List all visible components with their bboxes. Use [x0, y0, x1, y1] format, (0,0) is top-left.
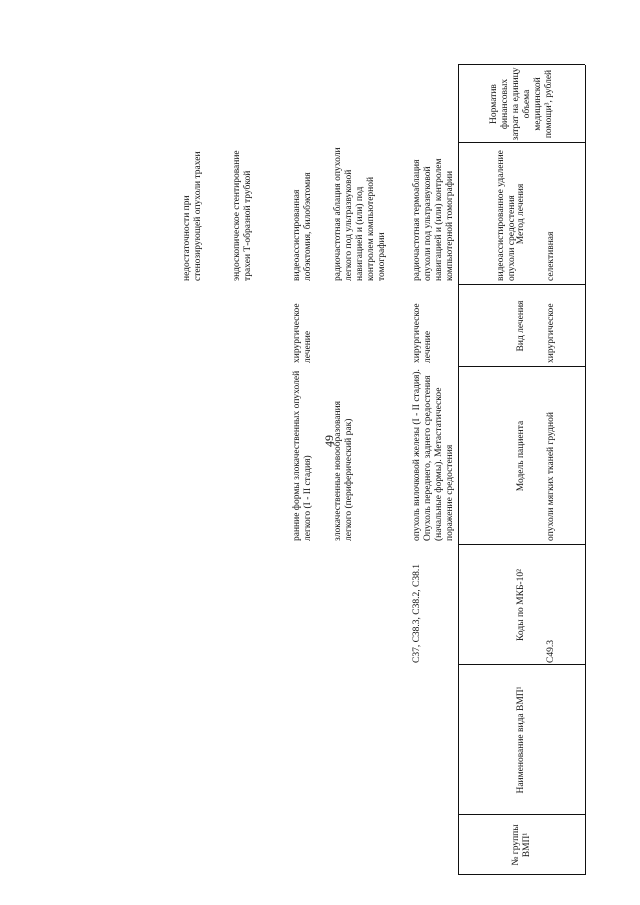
- method-cell: радиочастотная термоаблация опухоли под ультразвуковой навигацией и (или) контролем компьютерной томографии: [412, 158, 455, 281]
- treatment-type-cell: хирургическое лечение: [412, 303, 433, 363]
- col-divider: [458, 366, 585, 367]
- method-cell: селективная: [546, 231, 556, 281]
- col-divider: [458, 544, 585, 545]
- header-left-border: [458, 874, 585, 875]
- method-cell: видеоассистированное удаление опухоли средостения: [496, 150, 517, 281]
- patient-model-cell: опухоли мягких тканей грудной: [546, 412, 556, 541]
- method-cell: радиочастотная аблация опухоли легкого под ультразвуковой навигацией и (или) под контролем компьютерной томографии: [333, 147, 387, 281]
- patient-model-cell: злокачественные новообразования легкого (периферический рак): [333, 400, 354, 541]
- page-number: 49: [322, 435, 336, 447]
- col-divider: [458, 142, 585, 143]
- method-cell: видеоассистированная лобэктомия, билобэктомия: [292, 172, 313, 281]
- col-divider: [458, 664, 585, 665]
- method-cell: эндоскопическое стентирование трахеи Т-образной трубкой: [232, 150, 253, 281]
- patient-model-cell: ранние формы злокачественных опухолей легкого (I - II стадия): [292, 370, 313, 541]
- header-cost-standard: Норматив финансовых затрат на единицу объема медицинской помощи³, рублей: [488, 67, 554, 141]
- header-right-border: [458, 64, 585, 65]
- method-cell: недостаточности при стенозирующей опухоли трахеи: [182, 151, 203, 281]
- header-bottom-border: [585, 65, 586, 875]
- header-treatment-type: Вид лечения: [516, 300, 526, 352]
- icd-code-cell: C49.3: [546, 640, 556, 663]
- treatment-type-cell: хирургическое лечение: [292, 303, 313, 363]
- col-divider: [458, 284, 585, 285]
- header-patient-model: Модель пациента: [516, 420, 526, 492]
- patient-model-cell: опухоль вилочковой железы (I - II стадия). Опухоль переднего, заднего средостения (начальные формы). Метастатическое поражение средостения: [412, 369, 455, 541]
- icd-code-cell: C37, C38.3, C38.2, C38.1: [412, 564, 422, 663]
- col-divider: [458, 814, 585, 815]
- header-icd-codes: Коды по МКБ-10²: [516, 569, 526, 641]
- header-vmp-name: Наименование вида ВМП¹: [516, 686, 526, 794]
- treatment-type-cell: хирургическое: [546, 303, 556, 363]
- header-treatment-method: Метод лечения: [516, 183, 526, 245]
- header-group-number: № группы ВМП¹: [510, 824, 532, 866]
